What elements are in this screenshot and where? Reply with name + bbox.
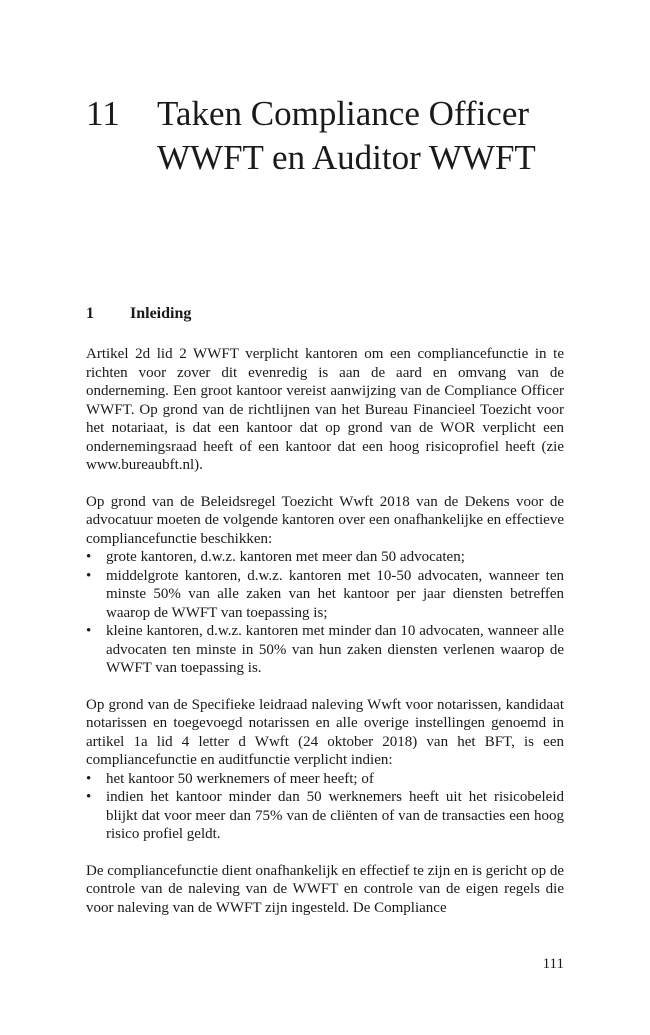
paragraph-4: De compliancefunctie dient onafhankelijk en effectief te zijn en is gericht op de controle van de naleving van de WWFT en controle van de eigen regels die voor naleving van de WWFT zijn ingesteld. De Compliance bbox=[86, 862, 564, 916]
page-number: 111 bbox=[542, 956, 564, 972]
list-item: • het kantoor 50 werknemers of meer heeft; of bbox=[86, 770, 374, 787]
bullet-icon: • bbox=[86, 549, 92, 565]
bullet-icon: • bbox=[86, 770, 92, 787]
bullet-list-2 bbox=[86, 770, 564, 844]
chapter-number: 11 bbox=[86, 94, 120, 133]
paragraph-3-intro: Op grond van de Specifieke leidraad naleving Wwft voor notarissen, kandidaat notarissen en toegevoegd notarissen en alle overige instellingen genoemd in artikel 1a lid 4 letter d Wwft (24 oktober 2018) van het BFT, is een compliancefunctie en auditfunctie verplicht indien: bbox=[86, 696, 564, 768]
bullet-icon: • bbox=[86, 567, 92, 584]
body-text bbox=[86, 345, 564, 935]
list-item: • middelgrote kantoren, d.w.z. kantoren met 10-50 advocaten, wanneer ten minste 50% van alle zaken van het kantoor per jaar diensten betreffen waarop de WWFT van toepassing is; bbox=[86, 567, 564, 621]
list-item: • grote kantoren, d.w.z. kantoren met meer dan 50 advocaten; bbox=[86, 549, 465, 565]
paragraph-2-intro: Op grond van de Beleidsregel Toezicht Wwft 2018 van de Dekens voor de advocatuur moeten de volgende kantoren over een onafhankelijke en effectieve compliancefunctie beschikken: bbox=[86, 493, 564, 547]
list-item: • kleine kantoren, d.w.z. kantoren met minder dan 10 advocaten, wanneer alle advocaten ten minste in 50% van hun zaken diensten verlenen waarop de WWFT van toepassing is. bbox=[86, 623, 564, 676]
chapter-title-line-2: WWFT en Auditor WWFT bbox=[157, 138, 536, 177]
section-title: Inleiding bbox=[130, 305, 192, 322]
list-item: • indien het kantoor minder dan 50 werknemers heeft uit het risicobeleid blijkt dat voor meer dan 75% van de cliënten of van de transacties een hoog risico profiel geldt. bbox=[86, 789, 564, 842]
bullet-icon: • bbox=[86, 623, 92, 639]
bullet-list-1 bbox=[86, 548, 564, 678]
section-number: 1 bbox=[86, 305, 94, 322]
paragraph-1: Artikel 2d lid 2 WWFT verplicht kantoren om een compliancefunctie in te richten voor zover dit evenredig is aan de aard en omvang van de onderneming. Een groot kantoor vereist aanwijzing van de Compliance Officer WWFT. Op grond van de richtlijnen van het Bureau Financieel Toezicht voor het notariaat, is dat een kantoor dat op grond van de WOR verplicht een ondernemingsraad heeft of een kantoor dat een hoog risicoprofiel heeft (zie www.bureaubft.nl). bbox=[86, 346, 564, 473]
chapter-title bbox=[157, 92, 587, 180]
bullet-icon: • bbox=[86, 789, 92, 805]
chapter-title-line-1: Taken Compliance Officer bbox=[157, 94, 530, 133]
